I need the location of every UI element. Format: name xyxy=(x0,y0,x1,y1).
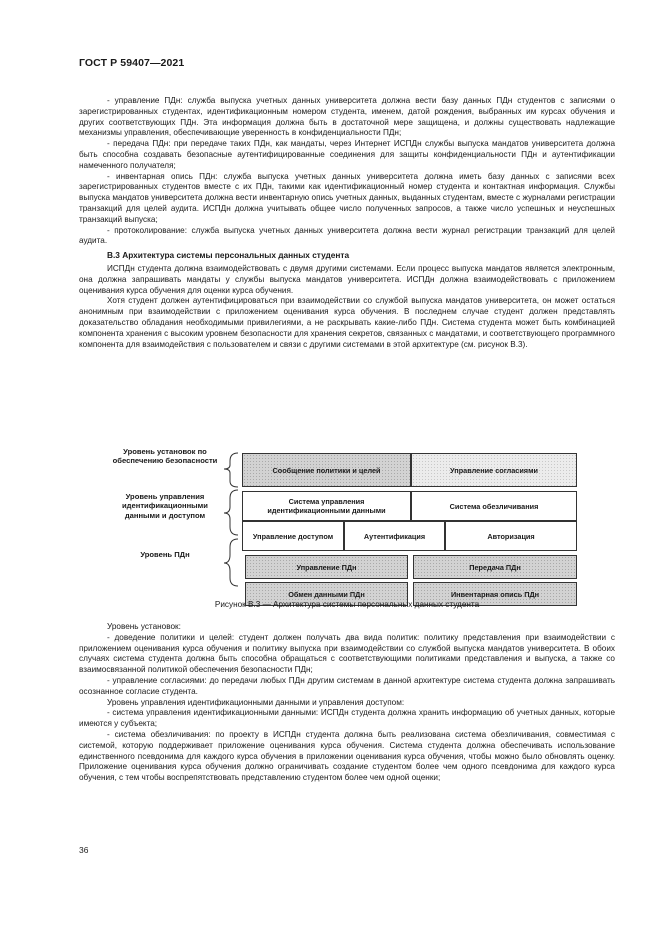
paragraph: Уровень установок: xyxy=(107,622,181,631)
bottom-text-block xyxy=(79,622,615,784)
paragraph: - инвентарная опись ПДн: служба выпуска учетных данных университета должна иметь базу данных с записями всех зарегистрированных студентов вместе с их ПДн, такими как идентификационный номер студента и контактная информация. Службы выпуска мандатов университета должна вести инвентарную опись учетных данных, выданных студентам, вместе с журналами регистрации транзакций для целей аудита. ИСПДн должна учитывать общее число полученных запросов, а также число успешных и неуспешных транзакций выпуска; xyxy=(79,171,615,224)
box-idm: Система управления идентификационными данными xyxy=(242,491,411,521)
top-text-block xyxy=(79,96,615,350)
paragraph: - управление ПДн: служба выпуска учетных данных университета должна вести базу данных ПДн студентов с записями о зарегистрированных студентах, идентификационным номером студента, именем, датой рождения, выбранных им курсах обучения и других соответствующих ПДн. Эта информация должна быть в достаточной мере защищена, и должны существовать надлежащие механизмы управления, обеспечивающие уверенность в конфиденциальности ПДн; xyxy=(79,96,615,138)
section-heading: В.3 Архитектура системы персональных данных студента xyxy=(107,250,350,261)
document-header: ГОСТ Р 59407—2021 xyxy=(79,57,185,69)
box-consent: Управление согласиями xyxy=(411,453,577,487)
level-label-security: Уровень установок по обеспечению безопасности xyxy=(112,447,218,466)
level-label-identity: Уровень управления идентификационными данными и доступом xyxy=(122,492,208,520)
paragraph: - управление согласиями: до передачи любых ПДн другим системам в данной архитектуре система студента должна запрашивать осознанное согласие студента. xyxy=(79,675,615,696)
paragraph: - система управления идентификационными данными: ИСПДн студента должна хранить информацию об учетных данных, которые имеются у субъекта; xyxy=(79,708,615,729)
box-pdn-inventory: Инвентарная опись ПДн xyxy=(413,582,577,606)
architecture-diagram xyxy=(106,447,582,599)
box-anonymization: Система обезличивания xyxy=(411,491,577,521)
box-policy: Сообщение политики и целей xyxy=(242,453,411,487)
paragraph: - передача ПДн: при передаче таких ПДн, как мандаты, через Интернет ИСПДн службы выпуска мандатов университета должна быть способна создавать безопасные аутентифицированные соединения для защиты конфиденциальности ПДн и аутентификации намеченного получателя; xyxy=(79,139,615,170)
paragraph: - протоколирование: служба выпуска учетных данных университета должна вести журнал регистрации транзакций для целей аудита. xyxy=(79,225,615,246)
box-pdn-management: Управление ПДн xyxy=(245,555,408,579)
box-pdn-exchange: Обмен данными ПДн xyxy=(245,582,408,606)
box-access: Управление доступом xyxy=(242,521,344,551)
paragraph: - доведение политики и целей: студент должен получать два вида политик: политику представления при взаимодействии с приложением оценивания курса обучения и политику выпуска при взаимодействии со службой выпуска мандатов университета. В обоих случаях система студента должна быть способна обращаться с соответствующими политиками представления и выпуска, а также со взаимосвязанной политикой обеспечения безопасности ПДн; xyxy=(79,632,615,675)
level-label-pdn: Уровень ПДн xyxy=(140,550,190,559)
level-braces xyxy=(106,449,246,591)
figure-caption: Рисунок В.3 — Архитектура системы персональных данных студента xyxy=(214,600,480,609)
paragraph: Хотя студент должен аутентифицироваться при взаимодействии со службой выпуска мандатов университета, он может остаться анонимным при взаимодействии с приложением оценивания курса обучения. В последнем случае студент должен представлять доказательство обладания необходимыми привилегиями, а не раскрывать какие-либо ПДн. Система студента может быть комбинацией компонента хранения с высоким уровнем безопасности для хранения секретов, связанных с мандатами, и соответствующего программного компонента для взаимодействия с пользователем и связи с другими системами в этой архитектуре (см. рисунок В.3). xyxy=(79,296,615,349)
paragraph: ИСПДн студента должна взаимодействовать с двумя другими системами. Если процесс выпуска мандатов является электронным, она должна запрашивать мандаты у службы выпуска мандатов университета. ИСПДн должна взаимодействовать с приложением оценивания курса обучения для оценки курса обучения. xyxy=(79,263,615,295)
paragraph: - система обезличивания: по проекту в ИСПДн студента должна быть реализована система обезличивания, совместимая с системой, которую поддерживает приложение оценивания курса обучения. Система студента должна обеспечивать использование единственного псевдонима для каждого курса обучения в приложении оценивания курса обучения, чтобы можно было обновлять оценку. Приложение оценивания курса обучения должно ограничивать создание студентом более чем одного псевдонима для каждого курса обучения, с тем чтобы воспрепятствовать представлению студентом более чем одной оценки; xyxy=(79,729,615,783)
box-authentication: Аутентификация xyxy=(344,521,445,551)
box-pdn-transfer: Передача ПДн xyxy=(413,555,577,579)
page-number: 36 xyxy=(79,845,89,855)
paragraph: Уровень управления идентификационными данными и управления доступом: xyxy=(107,697,405,707)
box-authorization: Авторизация xyxy=(445,521,577,551)
